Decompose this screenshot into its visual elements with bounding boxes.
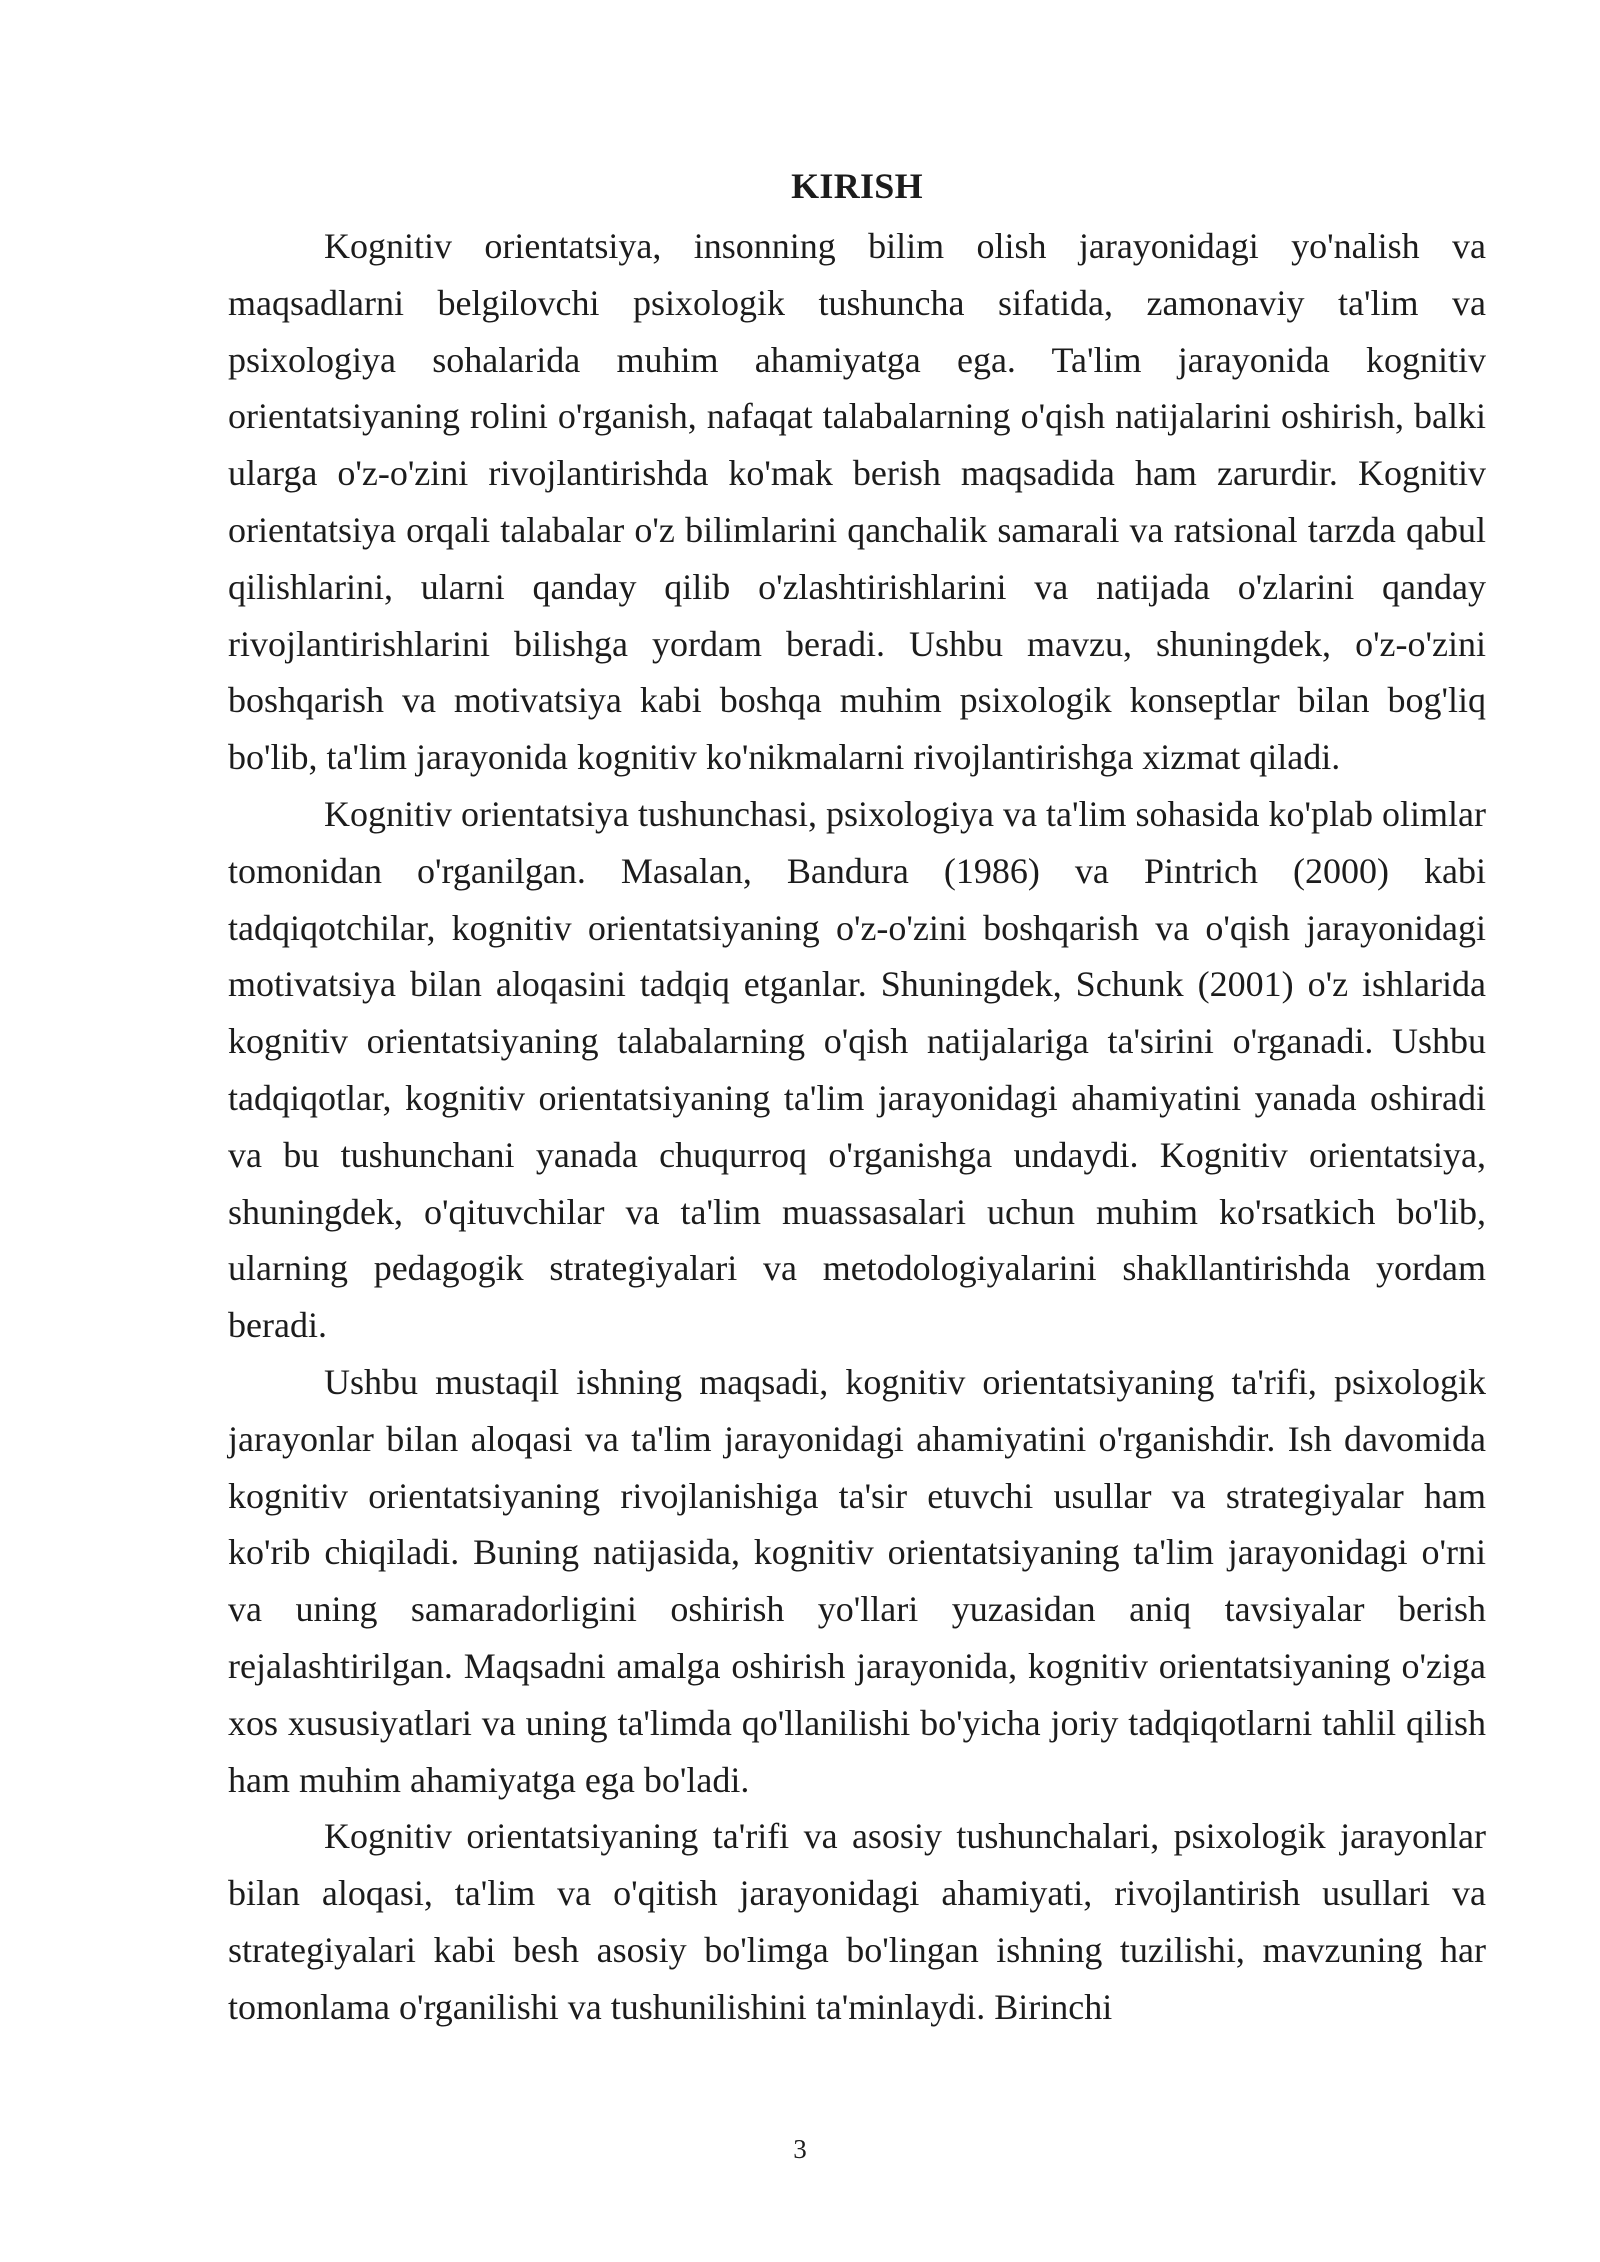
section-title: KIRISH [791,166,923,206]
paragraph-3: Ushbu mustaqil ishning maqsadi, kognitiv orientatsiyaning ta'rifi, psixologik jarayonlar bilan aloqasi va ta'lim jarayonidagi ahamiyatini o'rganishdir. Ish davomida kognitiv orientatsiyaning rivojlanishiga ta'sir etuvchi usullar va strategiyalar ham ko'rib chiqiladi. Buning natijasida, kognitiv orientatsiyaning ta'lim jarayonidagi o'rni va uning samaradorligini oshirish yo'llari yuzasidan aniq tavsiyalar berish rejalashtirilgan. Maqsadni amalga oshirish jarayonida, kognitiv orientatsiyaning o'ziga xos xususiyatlari va uning ta'limda qo'llanilishi bo'yicha joriy tadqiqotlarni tahlil qilish ham muhim ahamiyatga ega bo'ladi. [228,1361,1486,1800]
page-number: 3 [793,2134,807,2164]
page-content [228,162,1486,2036]
paragraph-2: Kognitiv orientatsiya tushunchasi, psixologiya va ta'lim sohasida ko'plab olimlar tomonidan o'rganilgan. Masalan, Bandura (1986) va Pintrich (2000) kabi tadqiqotchilar, kognitiv orientatsiyaning o'z-o'zini boshqarish va o'qish jarayonidagi motivatsiya bilan aloqasini tadqiq etganlar. Shuningdek, Schunk (2001) o'z ishlarida kognitiv orientatsiyaning talabalarning o'qish natijalariga ta'sirini o'rganadi. Ushbu tadqiqotlar, kognitiv orientatsiyaning ta'lim jarayonidagi ahamiyatini yanada oshiradi va bu tushunchani yanada chuqurroq o'rganishga undaydi. Kognitiv orientatsiya, shuningdek, o'qituvchilar va ta'lim muassasalari uchun muhim ko'rsatkich bo'lib, ularning pedagogik strategiyalari va metodologiyalarini shakllantirishda yordam beradi. [228,793,1486,1346]
paragraph-1: Kognitiv orientatsiya, insonning bilim olish jarayonidagi yo'nalish va maqsadlarni belgilovchi psixologik tushuncha sifatida, zamonaviy ta'lim va psixologiya sohalarida muhim ahamiyatga ega. Ta'lim jarayonida kognitiv orientatsiyaning rolini o'rganish, nafaqat talabalarning o'qish natijalarini oshirish, balki ularga o'z-o'zini rivojlantirishda ko'mak berish maqsadida ham zarurdir. Kognitiv orientatsiya orqali talabalar o'z bilimlarini qanchalik samarali va ratsional tarzda qabul qilishlarini, ularni qanday qilib o'zlashtirishlarini va natijada o'zlarini qanday rivojlantirishlarini bilishga yordam beradi. Ushbu mavzu, shuningdek, o'z-o'zini boshqarish va motivatsiya kabi boshqa muhim psixologik konseptlar bilan bog'liq bo'lib, ta'lim jarayonida kognitiv ko'nikmalarni rivojlantirishga xizmat qiladi. [228,226,1486,778]
paragraph-4: Kognitiv orientatsiyaning ta'rifi va asosiy tushunchalari, psixologik jarayonlar bilan aloqasi, ta'lim va o'qitish jarayonidagi ahamiyati, rivojlantirish usullari va strategiyalari kabi besh asosiy bo'limga bo'lingan ishning tuzilishi, mavzuning har tomonlama o'rganilishi va tushunilishini ta'minlaydi. Birinchi [228,1816,1486,2027]
